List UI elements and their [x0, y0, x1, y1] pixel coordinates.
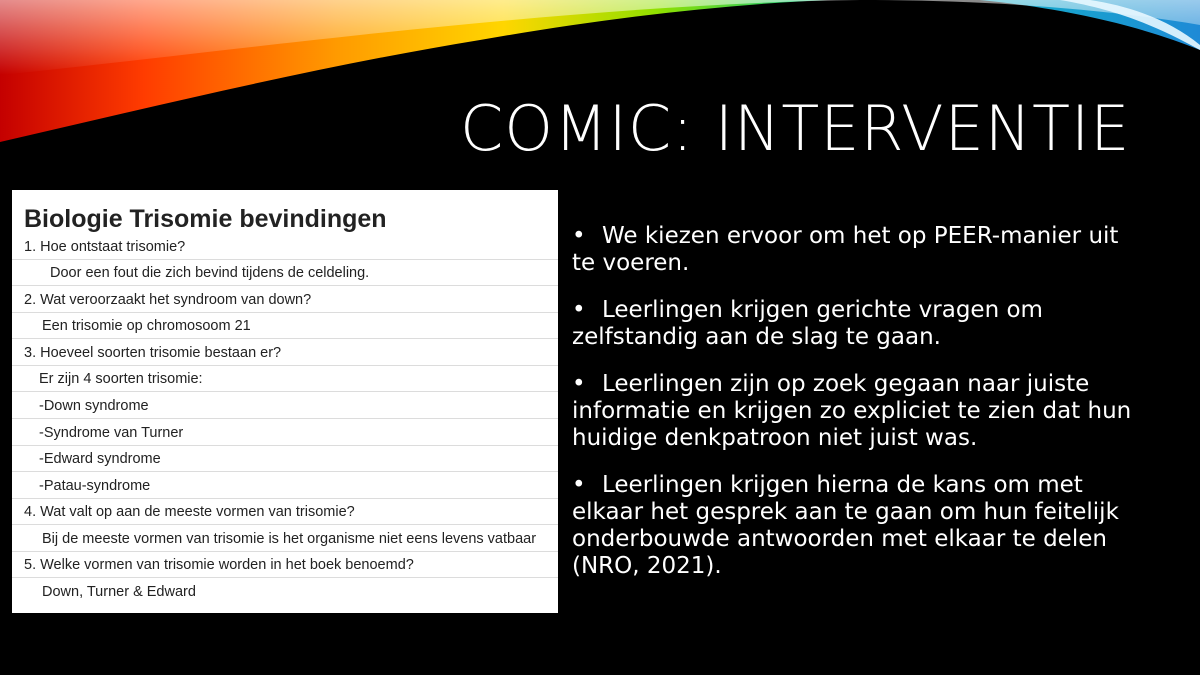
worksheet-row	[12, 313, 558, 339]
bullet-list	[572, 223, 1132, 600]
worksheet-row-text: 4. Wat valt op aan de meeste vormen van trisomie?	[24, 504, 355, 520]
bullet-text: Leerlingen krijgen gerichte vragen om zelfstandig aan de slag te gaan.	[572, 297, 1043, 350]
worksheet-title: Biologie Trisomie bevindingen	[24, 205, 387, 233]
bullet-item	[572, 223, 1132, 277]
worksheet-row	[12, 579, 558, 605]
worksheet-row-text: Bij de meeste vormen van trisomie is het organisme niet eens levens vatbaar	[42, 531, 537, 547]
worksheet-row-text: -Down syndrome	[39, 398, 149, 414]
bullet-marker: •	[572, 223, 586, 249]
worksheet-row	[12, 234, 558, 260]
worksheet-row	[12, 366, 558, 392]
bullet-text: We kiezen ervoor om het op PEER-manier uit te voeren.	[572, 223, 1119, 276]
bullet-item	[572, 297, 1132, 351]
worksheet-row-text: 1. Hoe ontstaat trisomie?	[24, 239, 186, 255]
worksheet-row	[12, 420, 558, 446]
worksheet-row	[12, 287, 558, 313]
bullet-text: Leerlingen krijgen hierna de kans om met elkaar het gesprek aan te gaan om hun feitelijk onderbouwde antwoorden met elkaar te delen (NRO, 2021).	[572, 472, 1119, 579]
worksheet-row	[12, 552, 558, 578]
worksheet-row-text: Door een fout die zich bevind tijdens de celdeling.	[50, 265, 370, 281]
bullet-item	[572, 472, 1132, 580]
worksheet-row	[12, 499, 558, 525]
worksheet-row-text: 5. Welke vormen van trisomie worden in het boek benoemd?	[24, 557, 414, 573]
bullet-marker: •	[572, 371, 586, 397]
worksheet-row-text: Er zijn 4 soorten trisomie:	[39, 371, 203, 387]
worksheet-row-text: Down, Turner & Edward	[42, 584, 196, 600]
bullet-marker: •	[572, 297, 586, 323]
worksheet-row-text: -Patau-syndrome	[39, 478, 151, 494]
bullet-item	[572, 371, 1132, 452]
slide-title: COMIC: INTERVENTIE	[460, 92, 1131, 165]
worksheet-row-text: -Syndrome van Turner	[39, 425, 184, 441]
bullet-marker: •	[572, 472, 586, 498]
worksheet-image	[12, 190, 558, 613]
worksheet-row	[12, 340, 558, 366]
worksheet-row	[12, 526, 558, 552]
worksheet-row	[12, 446, 558, 472]
worksheet-row	[12, 473, 558, 499]
worksheet-row	[12, 260, 558, 286]
worksheet-row-text: -Edward syndrome	[39, 451, 161, 467]
worksheet-row	[12, 393, 558, 419]
worksheet-row-text: 3. Hoeveel soorten trisomie bestaan er?	[24, 345, 282, 361]
worksheet-row-text: 2. Wat veroorzaakt het syndroom van down?	[24, 292, 312, 308]
bullet-text: Leerlingen zijn op zoek gegaan naar juiste informatie en krijgen zo expliciet te zien dat hun huidige denkpatroon niet juist was.	[572, 371, 1132, 451]
worksheet-row-text: Een trisomie op chromosoom 21	[42, 318, 251, 334]
